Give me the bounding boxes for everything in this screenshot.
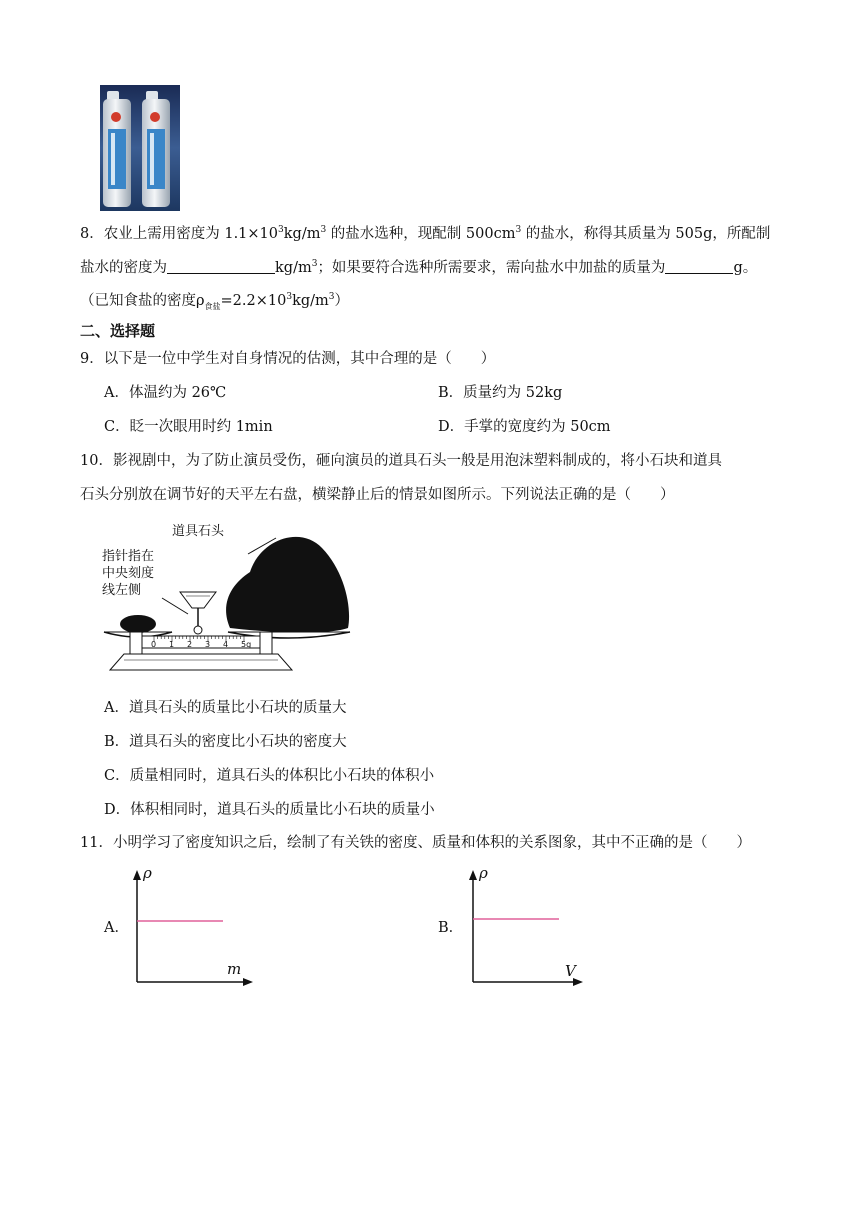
y-axis-label: ρ [143,864,152,882]
subscript: 食盐 [204,301,221,311]
spray-cans-photo [100,85,180,211]
q10-option-b[interactable]: B．道具石头的密度比小石块的密度大 [104,734,347,750]
label-pointer-line1: 指针指在 [102,549,155,564]
prop-stone-shape [226,537,349,633]
balance-figure [100,520,390,680]
q11-option-a-label[interactable]: A． [104,920,129,936]
section-title: 二、选择题 [80,322,156,340]
scale-tick-label: 1 [169,640,175,649]
q8-text: 农业上需用密度为 1.1×10 [103,226,279,242]
q9-option-c[interactable]: C．眨一次眼用时约 1min [104,419,273,435]
q10-option-a[interactable]: A．道具石头的质量比小石块的质量大 [104,700,347,716]
exponent: 3 [320,225,327,235]
exponent: 3 [278,225,284,235]
q9-option-a[interactable]: A．体温约为 26℃ [104,385,227,401]
q8-text: 的盐水选种，现配制 500cm [326,226,516,242]
exponent: 3 [286,292,293,302]
q8-line2 [80,258,757,278]
x-axis-label: m [227,960,242,978]
x-axis-label: V [565,962,576,980]
scale-tick-label: 5g [241,640,252,649]
exponent: 3 [311,259,318,269]
q11-graph-b[interactable] [461,864,591,988]
scale-tick-label: 4 [223,640,229,649]
q11-stem: 11．小明学习了密度知识之后，绘制了有关铁的密度、质量和体积的关系图象，其中不正确的是（ ） [80,835,751,851]
q8-line3 [80,291,349,311]
q8-unit: kg/m [275,260,312,276]
q10-stem-line2: 石头分别放在调节好的天平左右盘，横梁静止后的情景如图所示。下列说法正确的是（ ） [80,487,675,503]
q11-option-b-label[interactable]: B． [438,920,464,936]
y-axis-label: ρ [479,864,488,882]
q9-stem: 9．以下是一位中学生对自身情况的估测，其中合理的是（ ） [80,351,496,367]
label-pointer [102,548,154,599]
q8-text: 的盐水，称得其质量为 505g，所配制 [521,226,771,242]
q11-graph-a[interactable] [125,864,255,988]
q8-text: =2.2×10 [220,293,287,309]
q8-text: ） [334,293,350,309]
q8-unit: kg/m [292,293,329,309]
q10-stem-line1: 10．影视剧中，为了防止演员受伤，砸向演员的道具石头一般是用泡沫塑料制成的，将小石块和道具 [80,453,722,469]
q8-unit: kg/m [283,226,321,242]
answer-blank-salt-mass[interactable] [665,258,733,274]
q9-option-b[interactable]: B．质量约为 52kg [438,385,563,401]
question-number: 8． [80,226,104,242]
q8-text: ；如果要符合选种所需要求，需向盐水中加盐的质量为 [317,260,666,276]
q8-unit: g。 [733,260,758,276]
label-pointer-line3: 线左侧 [102,583,142,598]
small-stone-shape [120,615,156,633]
label-prop-stone: 道具石头 [172,524,225,539]
q9-option-d[interactable]: D．手掌的宽度约为 50cm [438,419,611,435]
scale-tick-label: 3 [205,640,211,649]
exponent: 3 [328,292,335,302]
scale-tick-label: 0 [151,640,157,649]
answer-blank-density[interactable] [167,258,275,274]
q8-text: 盐水的密度为 [80,260,167,276]
q8-line1 [80,224,770,244]
exponent: 3 [515,225,522,235]
q10-option-d[interactable]: D．体积相同时，道具石头的质量比小石块的质量小 [104,802,435,818]
q10-option-c[interactable]: C．质量相同时，道具石头的体积比小石块的体积小 [104,768,435,784]
q8-text: （已知食盐的密度ρ [80,293,205,309]
label-pointer-line2: 中央刻度 [102,566,155,581]
scale-tick-label: 2 [187,640,193,649]
